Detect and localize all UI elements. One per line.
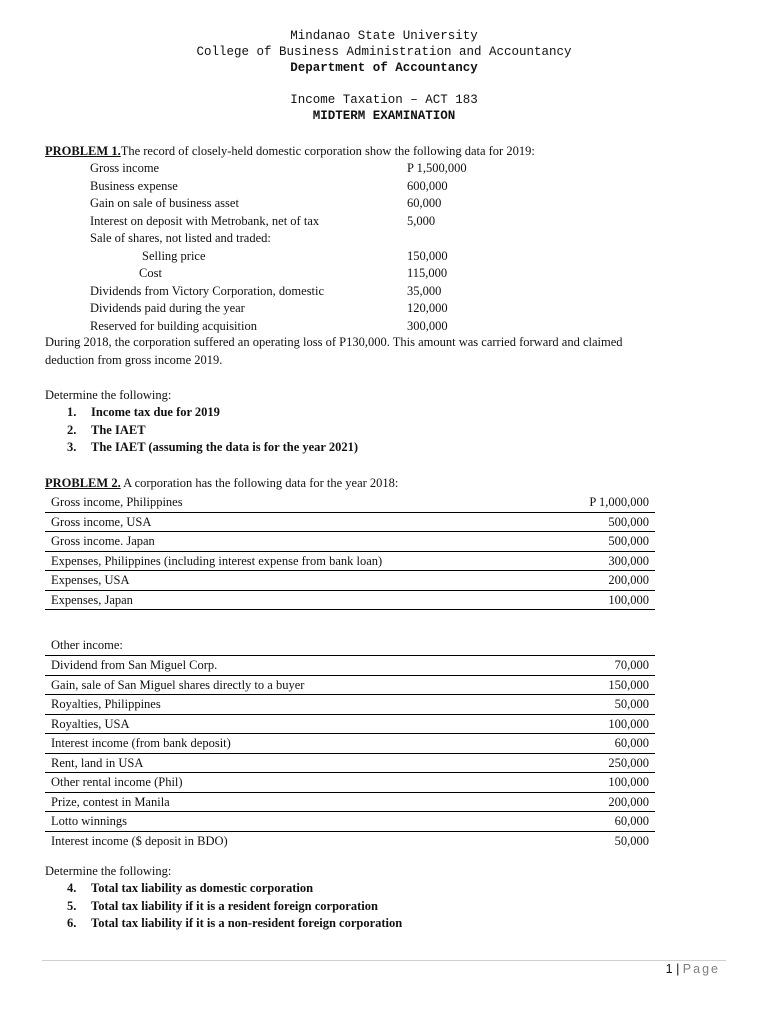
course-title: Income Taxation – ACT 183 <box>290 93 478 107</box>
table-row <box>45 512 655 532</box>
table-cell-value: 200,000 <box>554 792 655 812</box>
problem2-label: PROBLEM 2. <box>45 476 121 490</box>
table-cell-label: Rent, land in USA <box>45 753 554 773</box>
problem2-questions <box>67 880 402 933</box>
list-item-label: Dividends paid during the year <box>90 301 245 315</box>
problem1-intro: The record of closely-held domestic corporation show the following data for 2019: <box>120 144 535 158</box>
table-cell-value: 500,000 <box>550 532 655 552</box>
list-item-value: 120,000 <box>407 301 448 315</box>
list-item-label: Sale of shares, not listed and traded: <box>90 231 271 245</box>
department-name: Department of Accountancy <box>290 61 478 75</box>
list-item-value: 115,000 <box>407 266 448 280</box>
table-row <box>45 590 655 610</box>
table-cell-label: Other rental income (Phil) <box>45 773 554 793</box>
list-item-value: 300,000 <box>407 318 448 333</box>
table-row <box>45 551 655 571</box>
table-row <box>45 792 655 812</box>
list-item-label: Gross income <box>90 161 160 175</box>
page-separator: | <box>676 962 680 976</box>
page-label: Page <box>682 962 720 976</box>
question-item: 1. Income tax due for 2019 <box>67 405 220 419</box>
table-cell-label: Expenses, Philippines (including interest expense from bank loan) <box>45 551 550 571</box>
list-item-value: P 1,500,000 <box>407 161 467 175</box>
list-item-label: Selling price <box>142 248 206 263</box>
table-cell-label: Interest income (from bank deposit) <box>45 734 554 754</box>
table-cell-label: Expenses, Japan <box>45 590 550 610</box>
table-row <box>45 656 655 676</box>
table-row <box>45 753 655 773</box>
table-cell-value: 100,000 <box>550 590 655 610</box>
exam-title: MIDTERM EXAMINATION <box>312 109 456 123</box>
problem1-label: PROBLEM 1. <box>45 144 121 158</box>
list-item-label: Gain on sale of business asset <box>90 196 239 210</box>
list-item-label: Dividends from Victory Corporation, domestic <box>90 283 325 298</box>
list-item-label: Reserved for building acquisition <box>90 318 257 333</box>
table-cell-label: Royalties, USA <box>45 714 554 734</box>
list-item-value: 60,000 <box>407 196 442 210</box>
table-cell-label: Gross income, Philippines <box>45 493 550 512</box>
table-cell-label: Gross income. Japan <box>45 532 550 552</box>
table-row <box>45 714 655 734</box>
list-item-value: 150,000 <box>407 248 448 263</box>
table-cell-value: 60,000 <box>554 812 655 832</box>
question-item: 4. Total tax liability as domestic corporation <box>67 881 314 895</box>
list-item-label: Business expense <box>90 178 178 193</box>
table-cell-label: Gross income, USA <box>45 512 550 532</box>
problem2-intro: A corporation has the following data for the year 2018: <box>120 476 399 490</box>
university-name: Mindanao State University <box>290 29 478 43</box>
table-row <box>45 571 655 591</box>
table-cell-value: 250,000 <box>554 753 655 773</box>
table-cell-value: 50,000 <box>554 695 655 715</box>
table-cell-label: Prize, contest in Manila <box>45 792 554 812</box>
list-item-label: Interest on deposit with Metrobank, net of tax <box>90 213 320 228</box>
table-row <box>45 532 655 552</box>
table-cell-label: Lotto winnings <box>45 812 554 832</box>
table-cell-value: 50,000 <box>614 833 649 848</box>
table-cell-value: 500,000 <box>550 512 655 532</box>
question-item: 3. The IAET (assuming the data is for the year 2021) <box>67 440 359 454</box>
table-cell-label: Gain, sale of San Miguel shares directly to a buyer <box>45 675 554 695</box>
page-number: 1 <box>665 962 673 976</box>
footer-divider <box>42 960 726 961</box>
list-item-value: 35,000 <box>407 283 442 298</box>
question-item: 6. Total tax liability if it is a non-resident foreign corporation <box>67 916 403 930</box>
table-row <box>45 695 655 715</box>
table-cell-label: Dividend from San Miguel Corp. <box>45 656 554 676</box>
problem2-determine: Determine the following: <box>45 864 172 878</box>
table-row <box>45 773 655 793</box>
list-item-value: 600,000 <box>407 178 448 193</box>
table-cell-value: 60,000 <box>554 734 655 754</box>
problem1-questions <box>67 404 358 457</box>
problem2-heading <box>45 475 398 492</box>
table-cell-value: 70,000 <box>554 656 655 676</box>
list-item-label: Cost <box>139 266 162 280</box>
table-cell-value: 100,000 <box>554 773 655 793</box>
table-cell-value: 300,000 <box>550 551 655 571</box>
table-row <box>45 675 655 695</box>
table-cell-value: P 1,000,000 <box>550 493 655 512</box>
table-row <box>45 812 655 832</box>
problem1-heading <box>45 143 535 160</box>
other-income-label: Other income: <box>51 638 123 652</box>
college-name: College of Business Administration and Accountancy <box>196 45 572 59</box>
table-cell-label: Royalties, Philippines <box>45 695 554 715</box>
problem1-note-line2: deduction from gross income 2019. <box>45 352 223 367</box>
table-row <box>45 493 655 512</box>
table-cell-value: 150,000 <box>554 675 655 695</box>
document-header <box>0 28 768 124</box>
table-cell-label: Interest income ($ deposit in BDO) <box>51 833 228 848</box>
table-cell-value: 200,000 <box>550 571 655 591</box>
table-row <box>45 734 655 754</box>
list-item-value: 5,000 <box>407 213 436 228</box>
table-row <box>45 831 655 850</box>
problem1-note-line1: During 2018, the corporation suffered an operating loss of P130,000. This amount was carried forward and claimed <box>45 335 623 349</box>
question-item: 2. The IAET <box>67 422 146 437</box>
table-cell-value: 100,000 <box>554 714 655 734</box>
page-footer <box>666 962 720 976</box>
question-item: 5. Total tax liability if it is a resident foreign corporation <box>67 898 378 913</box>
problem2-income-table <box>45 493 655 610</box>
table-cell-label: Expenses, USA <box>45 571 550 591</box>
problem1-determine: Determine the following: <box>45 388 172 402</box>
problem2-other-income-table <box>45 655 655 850</box>
